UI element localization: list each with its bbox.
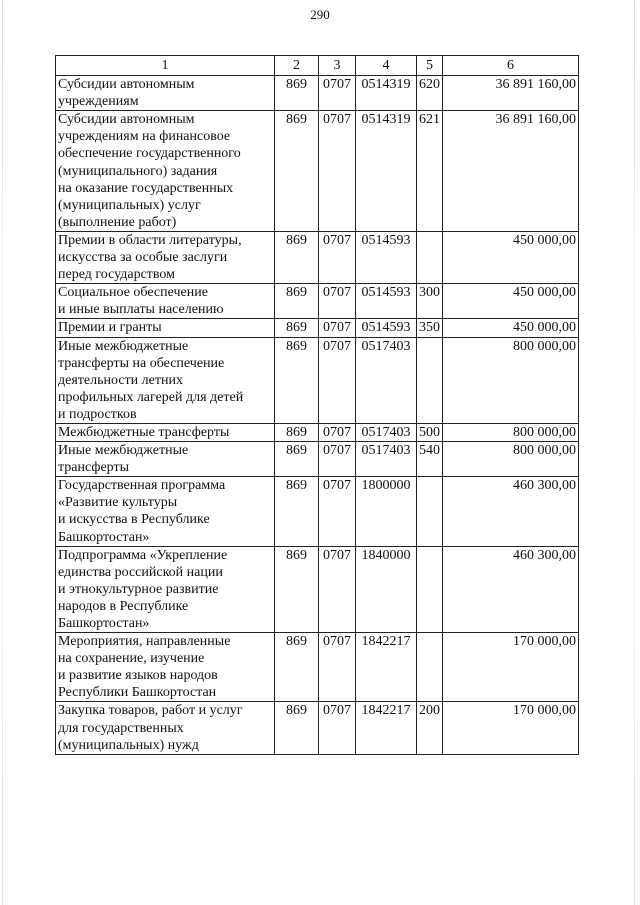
- cell-amount: 460 300,00: [443, 546, 579, 632]
- header-col-2: 2: [275, 56, 319, 76]
- table-row: [56, 477, 579, 546]
- cell-col-5: 350: [417, 319, 443, 337]
- cell-col-3: 0707: [319, 442, 356, 477]
- cell-col-5: [417, 477, 443, 546]
- cell-col-2: 869: [275, 633, 319, 702]
- cell-name: Государственная программа «Развитие культуры и искусства в Республике Башкортостан»: [56, 477, 275, 546]
- cell-col-3: 0707: [319, 319, 356, 337]
- cell-col-2: 869: [275, 319, 319, 337]
- cell-col-2: 869: [275, 702, 319, 754]
- cell-col-4: 0517403: [356, 337, 417, 423]
- cell-col-5: 621: [417, 111, 443, 232]
- cell-col-4: 0514593: [356, 231, 417, 283]
- cell-amount: 800 000,00: [443, 423, 579, 441]
- cell-col-2: 869: [275, 337, 319, 423]
- cell-name: Мероприятия, направленные на сохранение, изучение и развитие языков народов Республики Башкортостан: [56, 633, 275, 702]
- cell-amount: 36 891 160,00: [443, 111, 579, 232]
- cell-col-5: [417, 546, 443, 632]
- cell-col-3: 0707: [319, 546, 356, 632]
- cell-col-3: 0707: [319, 423, 356, 441]
- cell-col-2: 869: [275, 76, 319, 111]
- table-row: [56, 319, 579, 337]
- cell-col-2: 869: [275, 423, 319, 441]
- cell-col-4: 0514593: [356, 284, 417, 319]
- cell-col-4: 1840000: [356, 546, 417, 632]
- page-number: 290: [310, 7, 330, 22]
- cell-name: Иные межбюджетные трансферты на обеспечение деятельности летних профильных лагерей для детей и подростков: [56, 337, 275, 423]
- cell-col-4: 0514319: [356, 111, 417, 232]
- cell-name: Субсидии автономным учреждениям на финансовое обеспечение государственного (муниципального) задания на оказание государственных (муниципальных) услуг (выполнение работ): [56, 111, 275, 232]
- header-col-6: 6: [443, 56, 579, 76]
- cell-col-4: 1842217: [356, 633, 417, 702]
- header-col-5: 5: [417, 56, 443, 76]
- cell-col-5: 200: [417, 702, 443, 754]
- cell-name: Премии в области литературы, искусства за особые заслуги перед государством: [56, 231, 275, 283]
- cell-col-4: 1800000: [356, 477, 417, 546]
- table-row: [56, 546, 579, 632]
- table-row: [56, 442, 579, 477]
- cell-col-5: 300: [417, 284, 443, 319]
- cell-col-4: 0517403: [356, 423, 417, 441]
- cell-name: Субсидии автономным учреждениям: [56, 76, 275, 111]
- cell-col-5: 540: [417, 442, 443, 477]
- cell-col-4: 1842217: [356, 702, 417, 754]
- cell-col-2: 869: [275, 546, 319, 632]
- table-row: [56, 633, 579, 702]
- table-row: [56, 423, 579, 441]
- cell-amount: 450 000,00: [443, 284, 579, 319]
- table-row: [56, 284, 579, 319]
- cell-col-2: 869: [275, 442, 319, 477]
- cell-col-4: 0517403: [356, 442, 417, 477]
- budget-table: [55, 55, 579, 755]
- header-col-3: 3: [319, 56, 356, 76]
- cell-col-3: 0707: [319, 76, 356, 111]
- cell-name: Иные межбюджетные трансферты: [56, 442, 275, 477]
- cell-col-5: 500: [417, 423, 443, 441]
- cell-col-5: [417, 633, 443, 702]
- cell-name: Закупка товаров, работ и услуг для государственных (муниципальных) нужд: [56, 702, 275, 754]
- cell-name: Подпрограмма «Укрепление единства российской нации и этнокультурное развитие народов в Республике Башкортостан»: [56, 546, 275, 632]
- cell-col-3: 0707: [319, 477, 356, 546]
- cell-amount: 800 000,00: [443, 337, 579, 423]
- cell-amount: 450 000,00: [443, 231, 579, 283]
- table-row: [56, 111, 579, 232]
- cell-amount: 170 000,00: [443, 633, 579, 702]
- cell-col-3: 0707: [319, 633, 356, 702]
- table-row: [56, 76, 579, 111]
- cell-col-5: [417, 231, 443, 283]
- cell-col-3: 0707: [319, 284, 356, 319]
- cell-col-4: 0514319: [356, 76, 417, 111]
- cell-name: Премии и гранты: [56, 319, 275, 337]
- cell-col-3: 0707: [319, 231, 356, 283]
- table-body: [56, 76, 579, 755]
- cell-col-2: 869: [275, 477, 319, 546]
- table-row: [56, 231, 579, 283]
- cell-col-5: [417, 337, 443, 423]
- cell-amount: 800 000,00: [443, 442, 579, 477]
- scan-edge-left: [2, 0, 3, 905]
- scan-edge-right: [634, 0, 635, 905]
- header-col-4: 4: [356, 56, 417, 76]
- table-row: [56, 702, 579, 754]
- cell-amount: 450 000,00: [443, 319, 579, 337]
- cell-amount: 170 000,00: [443, 702, 579, 754]
- cell-col-3: 0707: [319, 702, 356, 754]
- cell-col-4: 0514593: [356, 319, 417, 337]
- budget-table-container: [55, 55, 578, 755]
- header-col-1: 1: [56, 56, 275, 76]
- cell-amount: 460 300,00: [443, 477, 579, 546]
- cell-col-2: 869: [275, 231, 319, 283]
- cell-col-2: 869: [275, 111, 319, 232]
- table-header-row: [56, 56, 579, 76]
- cell-name: Социальное обеспечение и иные выплаты населению: [56, 284, 275, 319]
- cell-col-3: 0707: [319, 111, 356, 232]
- cell-col-2: 869: [275, 284, 319, 319]
- cell-col-5: 620: [417, 76, 443, 111]
- cell-amount: 36 891 160,00: [443, 76, 579, 111]
- cell-col-3: 0707: [319, 337, 356, 423]
- table-row: [56, 337, 579, 423]
- cell-name: Межбюджетные трансферты: [56, 423, 275, 441]
